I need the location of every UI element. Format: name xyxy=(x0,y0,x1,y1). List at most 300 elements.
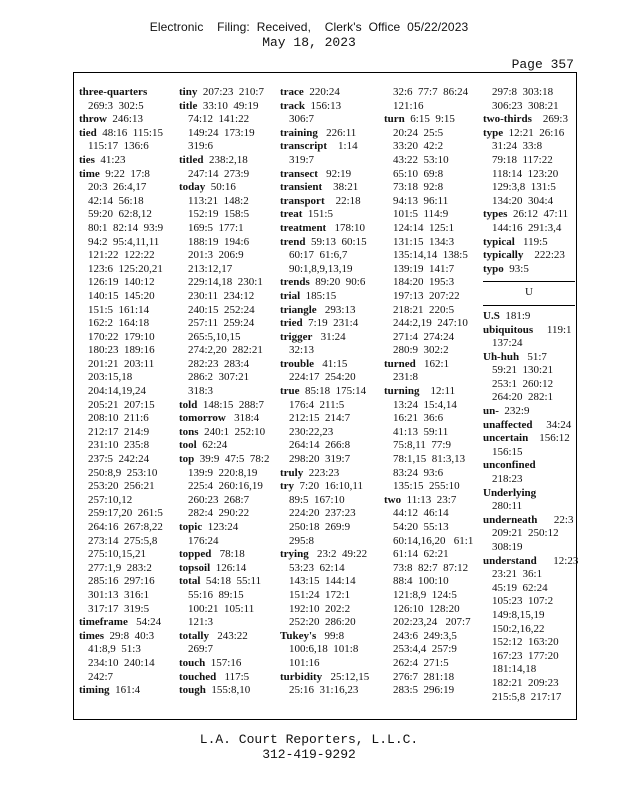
index-references-continued: 283:5 296:19 xyxy=(393,684,455,697)
index-references-continued: 45:19 62:24 xyxy=(492,581,548,594)
index-entry xyxy=(179,575,274,589)
index-references-continued: 204:14,19,24 xyxy=(88,385,147,398)
index-references-continued: 231:8 xyxy=(393,371,419,384)
index-references-continued: 318:3 xyxy=(188,385,214,398)
index-term: un- xyxy=(483,405,499,418)
index-references-continued: 150:2,16,22 xyxy=(492,622,545,635)
index-references-continued: 23:21 36:1 xyxy=(492,568,543,581)
index-references: 33:10 49:19 xyxy=(197,99,259,112)
index-references: 12:11 xyxy=(419,385,456,398)
index-term: ties xyxy=(79,153,95,166)
index-references-continued: 32:13 xyxy=(289,344,315,357)
index-term: typical xyxy=(483,235,515,248)
index-references: 9:22 17:8 xyxy=(99,167,150,180)
index-references: 34:24 xyxy=(532,418,572,431)
index-term: tons xyxy=(179,425,199,438)
index-entry xyxy=(79,684,174,698)
filing-stamp: Electronic Filing: Received, Clerk's Office 05/22/2023 xyxy=(149,20,469,34)
index-term: topped xyxy=(179,548,212,561)
index-references-continued: 240:15 252:24 xyxy=(188,303,255,316)
index-references: 151:5 xyxy=(302,208,333,221)
index-references-continued: 90:1,8,9,13,19 xyxy=(289,262,353,275)
index-references-continued: 212:17 214:9 xyxy=(88,425,150,438)
index-references-continued: 144:16 291:3,4 xyxy=(492,221,562,234)
index-column-1 xyxy=(79,86,174,698)
index-references-continued: 265:5,10,15 xyxy=(188,330,241,343)
index-term: trend xyxy=(280,235,306,248)
index-term: two xyxy=(384,493,402,506)
index-references-continued: 298:20 319:7 xyxy=(289,453,351,466)
index-entry xyxy=(483,127,575,141)
index-term: unconfined xyxy=(483,459,536,472)
index-entry xyxy=(280,100,378,114)
court-reporter-phone: 312-419-9292 xyxy=(262,747,356,762)
index-term: touched xyxy=(179,670,217,683)
index-references-continued: 152:12 163:20 xyxy=(492,636,559,649)
index-references-continued: 135:14,14 138:5 xyxy=(393,249,468,262)
index-term: Underlying xyxy=(483,486,537,499)
index-references-continued: 259:17,20 261:5 xyxy=(88,507,163,520)
index-references-continued: 140:15 145:20 xyxy=(88,289,155,302)
index-references: 119:5 xyxy=(514,235,548,248)
index-references-continued: 215:5,8 217:17 xyxy=(492,690,562,703)
index-references-continued: 286:2 307:21 xyxy=(188,371,250,384)
index-entry xyxy=(179,439,274,453)
index-references-continued: 213:12,17 xyxy=(188,262,233,275)
index-references: 89:20 90:6 xyxy=(309,276,366,289)
index-references: 178:10 xyxy=(326,221,366,234)
index-term: type xyxy=(483,126,504,139)
index-references: 156:12 xyxy=(528,432,570,445)
index-references-continued: 231:10 235:8 xyxy=(88,439,150,452)
index-entry xyxy=(384,385,479,399)
index-references-continued: 264:20 282:1 xyxy=(492,391,554,404)
index-references-continued: 301:13 316:1 xyxy=(88,588,150,601)
index-entry xyxy=(280,168,378,182)
index-references-continued: 188:19 194:6 xyxy=(188,235,250,248)
index-references: 220:24 xyxy=(303,86,340,98)
index-references-continued: 25:16 31:16,23 xyxy=(289,684,359,697)
index-entry xyxy=(483,514,575,528)
index-references-continued: 94:13 96:11 xyxy=(393,194,449,207)
index-references: 148:15 288:7 xyxy=(197,398,264,411)
index-references-continued: 20:24 25:5 xyxy=(393,126,444,139)
index-entry xyxy=(483,405,575,419)
index-references-continued: 275:10,15,21 xyxy=(88,548,147,561)
index-references-continued: 271:4 274:24 xyxy=(393,330,455,343)
page-number: Page 357 xyxy=(511,57,574,72)
index-references-continued: 225:4 260:16,19 xyxy=(188,480,263,493)
index-term: typically xyxy=(483,249,524,262)
index-entry xyxy=(280,480,378,494)
index-references: 269:3 xyxy=(531,113,568,126)
index-references: 12:23 xyxy=(536,554,579,567)
index-references-continued: 54:20 55:13 xyxy=(393,521,449,533)
index-references-continued: 181:14,18 xyxy=(492,663,537,676)
index-references-continued: 253:4,4 257:9 xyxy=(393,643,457,656)
index-entry xyxy=(280,290,378,304)
index-references-continued: 229:14,18 230:1 xyxy=(188,276,263,289)
index-term: tied xyxy=(79,126,97,139)
index-references-continued: 105:23 107:2 xyxy=(492,595,554,608)
index-references-continued: 151:5 161:14 xyxy=(88,303,150,316)
index-entry xyxy=(483,324,575,338)
index-term: trial xyxy=(280,289,301,302)
index-entry xyxy=(483,310,575,324)
index-references: 22:3 xyxy=(537,513,574,526)
index-box xyxy=(73,72,577,720)
index-entry xyxy=(280,358,378,372)
index-references-continued: 184:20 195:3 xyxy=(393,276,455,289)
index-references-continued: 167:23 177:20 xyxy=(492,649,559,662)
index-term: turning xyxy=(384,385,420,398)
index-references-continued: 65:10 69:8 xyxy=(393,167,444,180)
index-term: understand xyxy=(483,554,537,567)
index-entry xyxy=(179,86,274,100)
index-term: tough xyxy=(179,684,206,697)
index-references-continued: 257:10,12 xyxy=(88,493,133,506)
index-references-continued: 169:5 177:1 xyxy=(188,221,244,234)
index-references-continued: 170:22 179:10 xyxy=(88,330,155,343)
index-entry xyxy=(179,684,274,698)
index-term: totally xyxy=(179,629,209,642)
index-references-continued: 295:8 xyxy=(289,534,315,547)
index-references-continued: 230:11 234:12 xyxy=(188,289,255,302)
index-references: 11:13 23:7 xyxy=(401,493,457,506)
index-references-continued: 269:7 xyxy=(188,643,214,656)
index-term: U.S xyxy=(483,309,500,322)
index-term: timeframe xyxy=(79,616,128,629)
index-entry xyxy=(79,616,174,630)
index-references: 223:23 xyxy=(303,466,340,479)
index-references: 119:1 xyxy=(533,323,572,336)
index-references: 48:16 115:15 xyxy=(96,126,163,139)
index-entry xyxy=(280,127,378,141)
index-entry xyxy=(179,521,274,535)
index-term: try xyxy=(280,480,295,493)
index-references-continued: 59:21 130:21 xyxy=(492,364,554,377)
index-references-continued: 73:18 92:8 xyxy=(393,181,444,194)
index-term: told xyxy=(179,398,198,411)
index-references-continued: 277:1,9 283:2 xyxy=(88,561,152,574)
index-references-continued: 126:10 128:20 xyxy=(393,602,460,615)
index-entry xyxy=(280,140,378,154)
index-references-continued: 131:15 134:3 xyxy=(393,235,455,248)
index-references: 1:14 xyxy=(327,140,358,153)
index-references: 181:9 xyxy=(499,309,531,322)
index-term: transport xyxy=(280,194,325,207)
index-references: 293:13 xyxy=(316,303,356,316)
index-term: turbidity xyxy=(280,670,323,683)
index-term: triangle xyxy=(280,303,317,316)
index-references: 156:13 xyxy=(305,99,342,112)
index-references: 41:15 xyxy=(314,357,348,370)
index-references: 78:18 xyxy=(211,548,245,561)
index-references-continued: 115:17 136:6 xyxy=(88,140,149,153)
index-entry xyxy=(79,154,174,168)
index-term: truly xyxy=(280,466,304,479)
index-references-continued: 242:7 xyxy=(88,670,114,683)
index-references-continued: 274:2,20 282:21 xyxy=(188,344,263,357)
index-references-continued: 162:2 164:18 xyxy=(88,317,150,330)
index-references-continued: 60:14,16,20 61:1 xyxy=(393,534,474,547)
index-references-continued: 212:15 214:7 xyxy=(289,412,351,425)
index-entry xyxy=(179,671,274,685)
index-term: transient xyxy=(280,181,323,194)
index-references-continued: 33:20 42:2 xyxy=(393,140,444,153)
index-entry xyxy=(280,630,378,644)
index-entry xyxy=(280,304,378,318)
index-term: transect xyxy=(280,167,318,180)
index-column-5 xyxy=(483,86,579,704)
index-entry xyxy=(280,331,378,345)
index-entry xyxy=(483,554,579,569)
index-references: 54:24 xyxy=(127,616,162,629)
index-entry xyxy=(483,419,575,433)
index-entry xyxy=(179,100,274,114)
index-term: tool xyxy=(179,439,197,452)
index-references: 31:24 xyxy=(312,330,346,343)
index-references-continued: 180:23 189:16 xyxy=(88,344,155,357)
index-references: 29:8 40:3 xyxy=(104,629,155,642)
index-column-2 xyxy=(179,86,274,698)
index-term: timing xyxy=(79,684,110,697)
section-divider xyxy=(483,281,575,282)
index-term: titled xyxy=(179,153,204,166)
index-references-continued: 282:4 290:22 xyxy=(188,507,250,520)
index-entry xyxy=(483,487,575,501)
index-entry xyxy=(483,249,575,263)
index-references-continued: 247:14 273:9 xyxy=(188,167,250,180)
index-references-continued: 124:14 125:1 xyxy=(393,221,455,234)
index-references-continued: 89:5 167:10 xyxy=(289,493,345,506)
index-entry xyxy=(280,208,378,222)
index-references: 157:16 xyxy=(205,656,242,669)
index-references-continued: 59:20 62:8,12 xyxy=(88,208,152,221)
index-references-continued: 149:24 173:19 xyxy=(188,126,255,139)
index-references-continued: 269:3 302:5 xyxy=(88,99,144,112)
index-entry xyxy=(483,113,575,127)
index-references-continued: 80:1 82:14 93:9 xyxy=(88,221,164,234)
index-references-continued: 260:23 268:7 xyxy=(188,493,250,506)
index-term: top xyxy=(179,453,195,466)
index-references-continued: 44:12 46:14 xyxy=(393,507,449,520)
index-term: ubiquitous xyxy=(483,323,534,336)
index-term: touch xyxy=(179,656,206,669)
index-references-continued: 156:15 xyxy=(492,445,523,458)
index-references-continued: 126:19 140:12 xyxy=(88,276,155,289)
index-entry xyxy=(384,358,479,372)
index-column-4 xyxy=(384,86,479,698)
index-references: 238:2,18 xyxy=(203,153,248,166)
index-references-continued: 297:8 303:18 xyxy=(492,86,554,98)
index-references: 222:23 xyxy=(523,249,565,262)
index-references-continued: 253:1 260:12 xyxy=(492,377,554,390)
index-references-continued: 192:10 202:2 xyxy=(289,602,351,615)
index-references-continued: 101:5 114:9 xyxy=(393,208,449,221)
index-entry xyxy=(280,317,378,331)
index-references-continued: 78:1,15 81:3,13 xyxy=(393,453,466,466)
index-references-continued: 16:21 36:6 xyxy=(393,412,444,425)
index-references-continued: 319:6 xyxy=(188,140,214,153)
index-references-continued: 143:15 144:14 xyxy=(289,575,356,588)
index-term: title xyxy=(179,99,198,112)
index-references-continued: 121:3 xyxy=(188,616,214,629)
index-entry xyxy=(483,263,575,277)
index-term: uncertain xyxy=(483,432,529,445)
index-references: 62:24 xyxy=(196,439,228,452)
index-references-continued: 139:19 141:7 xyxy=(393,262,455,275)
index-references-continued: 41:13 59:11 xyxy=(393,425,449,438)
index-entry xyxy=(179,181,274,195)
index-references-continued: 264:16 267:8,22 xyxy=(88,521,163,533)
index-references: 240:1 252:10 xyxy=(198,425,266,438)
index-references-continued: 60:17 61:6,7 xyxy=(289,249,348,262)
index-entry xyxy=(280,385,378,399)
index-term: trace xyxy=(280,86,304,98)
index-term: tried xyxy=(280,317,303,330)
index-references: 232:9 xyxy=(498,405,530,418)
index-term: training xyxy=(280,126,318,139)
index-entry xyxy=(179,453,274,467)
index-references-continued: 113:21 148:2 xyxy=(188,194,249,207)
index-references: 51:7 xyxy=(519,350,547,363)
index-references-continued: 121:22 122:22 xyxy=(88,249,155,262)
index-references-continued: 317:17 319:5 xyxy=(88,602,150,615)
index-references-continued: 203:15,18 xyxy=(88,371,133,384)
index-references: 207:23 210:7 xyxy=(197,86,264,98)
index-entry xyxy=(179,630,274,644)
index-entry xyxy=(280,86,378,100)
index-entry xyxy=(280,548,378,562)
section-divider xyxy=(483,305,575,306)
index-entry xyxy=(280,276,378,290)
index-references-continued: 209:21 250:12 xyxy=(492,527,559,540)
index-references-continued: 276:7 281:18 xyxy=(393,670,455,683)
index-references: 22:18 xyxy=(324,194,361,207)
index-entry xyxy=(79,127,174,141)
index-references-continued: 201:3 206:9 xyxy=(188,249,244,262)
index-entry xyxy=(384,494,479,508)
index-term: Tukey's xyxy=(280,629,317,642)
index-entry xyxy=(280,236,378,250)
index-term: turn xyxy=(384,113,405,126)
index-entry xyxy=(179,412,274,426)
index-term: treat xyxy=(280,208,303,221)
index-references-continued: 224:20 237:23 xyxy=(289,507,356,520)
index-references: 93:5 xyxy=(503,262,529,275)
index-references: 12:21 26:16 xyxy=(503,126,565,139)
index-references-continued: 250:18 269:9 xyxy=(289,521,351,533)
index-references-continued: 43:22 53:10 xyxy=(393,153,449,166)
index-column-3 xyxy=(280,86,378,698)
index-references: 117:5 xyxy=(216,670,250,683)
index-entry xyxy=(483,236,575,250)
index-references: 38:21 xyxy=(322,181,359,194)
index-references-continued: 224:17 254:20 xyxy=(289,371,356,384)
index-references: 318:4 xyxy=(225,412,260,425)
index-term: today xyxy=(179,181,206,194)
index-references-continued: 280:9 302:2 xyxy=(393,344,449,357)
index-entry xyxy=(483,351,575,365)
index-term: track xyxy=(280,99,306,112)
index-entry xyxy=(79,86,174,100)
index-references-continued: 152:19 158:5 xyxy=(188,208,250,221)
index-references-continued: 230:22,23 xyxy=(289,425,334,438)
index-references: 243:22 xyxy=(208,629,248,642)
index-references-continued: 280:11 xyxy=(492,500,523,513)
index-references-continued: 121:8,9 124:5 xyxy=(393,588,457,601)
index-term: transcript xyxy=(280,140,328,153)
index-term: two-thirds xyxy=(483,113,532,126)
index-term: throw xyxy=(79,113,107,126)
index-references-continued: 134:20 304:4 xyxy=(492,194,554,207)
index-references: 50:16 xyxy=(205,181,236,194)
index-references: 6:15 9:15 xyxy=(404,113,455,126)
index-references-continued: 32:6 77:7 86:24 xyxy=(393,86,469,98)
index-references-continued: 234:10 240:14 xyxy=(88,656,155,669)
index-references: 155:8,10 xyxy=(205,684,251,697)
index-references-continued: 79:18 117:22 xyxy=(492,153,553,166)
index-term: tomorrow xyxy=(179,412,226,425)
index-references: 26:12 47:11 xyxy=(507,208,569,221)
index-references-continued: 61:14 62:21 xyxy=(393,548,449,561)
index-references-continued: 129:3,8 131:5 xyxy=(492,181,556,194)
index-references-continued: 41:8,9 51:3 xyxy=(88,643,141,656)
index-references-continued: 139:9 220:8,19 xyxy=(188,466,258,479)
index-references-continued: 73:8 82:7 87:12 xyxy=(393,561,469,574)
index-references-continued: 250:8,9 253:10 xyxy=(88,466,158,479)
index-references: 162:1 xyxy=(415,357,450,370)
index-references-continued: 202:23,24 207:7 xyxy=(393,616,471,629)
index-entry xyxy=(280,222,378,236)
index-references-continued: 197:13 207:22 xyxy=(393,289,460,302)
index-references-continued: 218:21 220:5 xyxy=(393,303,455,316)
index-entry xyxy=(79,630,174,644)
index-references: 54:18 55:11 xyxy=(200,575,262,588)
index-entry xyxy=(280,671,378,685)
index-references-continued: 205:21 207:15 xyxy=(88,398,155,411)
index-references-continued: 262:4 271:5 xyxy=(393,656,449,669)
index-references: 126:14 xyxy=(210,561,247,574)
index-term: topsoil xyxy=(179,561,211,574)
index-references: 246:13 xyxy=(106,113,143,126)
index-references-continued: 83:24 93:6 xyxy=(393,466,444,479)
index-entry xyxy=(179,154,274,168)
index-term: typo xyxy=(483,262,504,275)
index-entry xyxy=(79,168,174,182)
index-letter-heading: U xyxy=(525,286,533,299)
index-references: 99:8 xyxy=(316,629,345,642)
index-references-continued: 253:20 256:21 xyxy=(88,480,155,493)
index-entry xyxy=(179,426,274,440)
index-references-continued: 201:21 203:11 xyxy=(88,357,155,370)
index-references-continued: 264:14 266:8 xyxy=(289,439,351,452)
index-references-continued: 88:4 100:10 xyxy=(393,575,449,588)
index-references-continued: 94:2 95:4,11,11 xyxy=(88,235,160,248)
index-references-continued: 308:19 xyxy=(492,541,523,553)
index-references-continued: 237:5 242:24 xyxy=(88,453,150,466)
index-references-continued: 273:14 275:5,8 xyxy=(88,534,158,547)
index-references-continued: 13:24 15:4,14 xyxy=(393,398,457,411)
index-term: times xyxy=(79,629,105,642)
index-references-continued: 218:23 xyxy=(492,473,523,486)
index-references: 23:2 49:22 xyxy=(308,548,368,561)
index-references-continued: 100:6,18 101:8 xyxy=(289,643,359,656)
index-entry xyxy=(179,548,274,562)
index-references: 92:19 xyxy=(317,167,352,180)
index-references: 7:19 231:4 xyxy=(302,317,359,330)
